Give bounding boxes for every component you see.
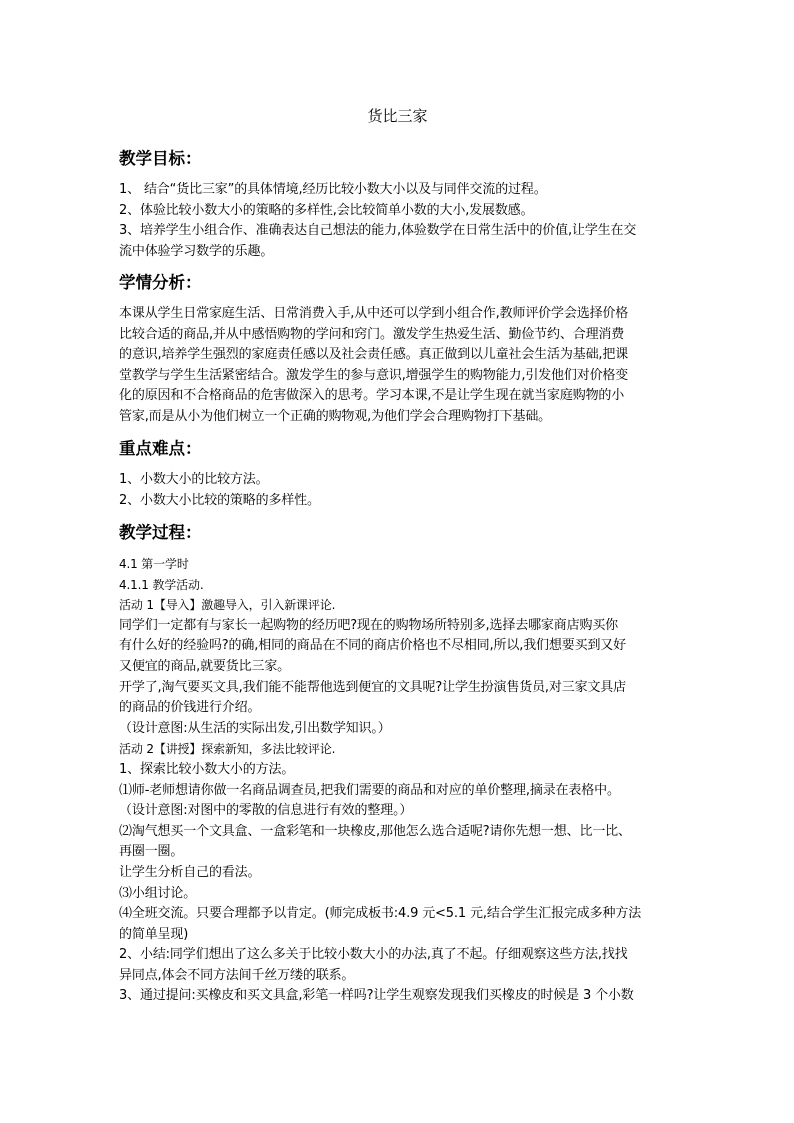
- text-line: 活动 1【导入】激趣导入，引入新课评论.: [119, 598, 336, 613]
- text-line: 4.1 第一学时: [119, 557, 189, 571]
- text-line: 有什么好的经验吗?的确,相同的商品在不同的商店价格也不尽相同,所以,我们想要买到又好: [119, 638, 626, 654]
- text-line: 化的原因和不合格商品的危害做深入的思考。学习本课,不是让学生现在就当家庭购物的小: [119, 388, 625, 404]
- text-line: 异同点,体会不同方法间千丝万缕的联系。: [119, 967, 355, 983]
- text-line: ⑶小组讨论。: [119, 885, 197, 901]
- heading-teaching-goals: 教学目标：: [119, 149, 202, 168]
- teaching-process-body: [119, 554, 676, 1007]
- text-line: （设计意图:对图中的零散的信息进行有效的整理。）: [119, 803, 413, 819]
- heading-teaching-process: 教学过程：: [119, 523, 202, 542]
- text-line: 2、体验比较小数大小的策略的多样性,会比较简单小数的大小,发展数感。: [119, 202, 534, 218]
- text-line: （设计意图:从生活的实际出发,引出数学知识。）: [119, 720, 391, 736]
- text-line: ⑵淘气想买一个文具盒、一盒彩笔和一块橡皮,那他怎么选合适呢?请你先想一想、比一比、: [119, 823, 631, 839]
- text-line: 2、小结:同学们想出了这么多关于比较小数大小的办法,真了不起。仔细观察这些方法,找找: [119, 947, 628, 963]
- text-line: ⑴师-老师想请你做一名商品调查员,把我们需要的商品和对应的单价整理,摘录在表格中。: [119, 782, 620, 798]
- text-line: 又便宜的商品,就要货比三家。: [119, 658, 291, 674]
- text-line: ⑷全班交流。只要合理都予以肯定。(师完成板书:4.9 元<5.1 元,结合学生汇报完成多种方法: [119, 906, 642, 922]
- text-line: 的商品的价钱进行介绍。: [119, 700, 261, 716]
- text-line: 同学们一定都有与家长一起购物的经历吧?现在的购物场所特别多,选择去哪家商店购买你: [119, 617, 619, 633]
- text-line: 比较合适的商品,并从中感悟购物的学问和窍门。激发学生热爱生活、勤俭节约、合理消费: [119, 326, 625, 342]
- text-line: 活动 2【讲授】探索新知，多法比较评论.: [119, 742, 336, 757]
- text-line: 堂教学与学生生活紧密结合。激发学生的参与意识,增强学生的购物能力,引发他们对价格变: [119, 367, 629, 383]
- text-line: 本课从学生日常家庭生活、日常消费入手,从中还可以学到小组合作,教师评价学会选择价格: [119, 306, 629, 321]
- text-line: 让学生分析自己的看法。: [119, 864, 261, 880]
- text-line: 开学了,淘气要买文具,我们能不能帮他选到便宜的文具呢?让学生扮演售货员,对三家文具店: [119, 679, 626, 695]
- text-line: 4.1.1 教学活动.: [119, 577, 204, 592]
- text-line: 1、小数大小的比较方法。: [119, 472, 269, 487]
- text-line: 3、通过提问:买橡皮和买文具盒,彩笔一样吗?让学生观察发现我们买橡皮的时候是 3 个小数: [119, 988, 634, 1004]
- heading-learning-analysis: 学情分析：: [119, 273, 202, 292]
- text-line: 的简单呈现): [119, 926, 189, 942]
- text-line: 2、小数大小比较的策略的多样性。: [119, 492, 320, 508]
- heading-key-difficulties: 重点难点：: [119, 439, 202, 458]
- text-line: 的意识,培养学生强烈的家庭责任感以及社会责任感。真正做到以儿童社会生活为基础,把课: [119, 347, 629, 363]
- learning-analysis-body: [119, 304, 676, 428]
- key-difficulties-body: [119, 470, 676, 511]
- text-line: 再圈一圈。: [119, 844, 184, 860]
- teaching-goals-body: [119, 180, 676, 262]
- text-line: 1、 结合“货比三家”的具体情境,经历比较小数大小以及与同伴交流的过程。: [119, 182, 547, 197]
- text-line: 管家,而是从小为他们树立一个正确的购物观,为他们学会合理购物打下基础。: [119, 408, 552, 424]
- text-line: 3、培养学生小组合作、准确表达自己想法的能力,体验数学在日常生活中的价值,让学生在交: [119, 223, 637, 239]
- text-line: 流中体验学习数学的乐趣。: [119, 243, 274, 259]
- text-line: 1、探索比较小数大小的方法。: [119, 761, 295, 777]
- document-title: 货比三家: [367, 107, 428, 125]
